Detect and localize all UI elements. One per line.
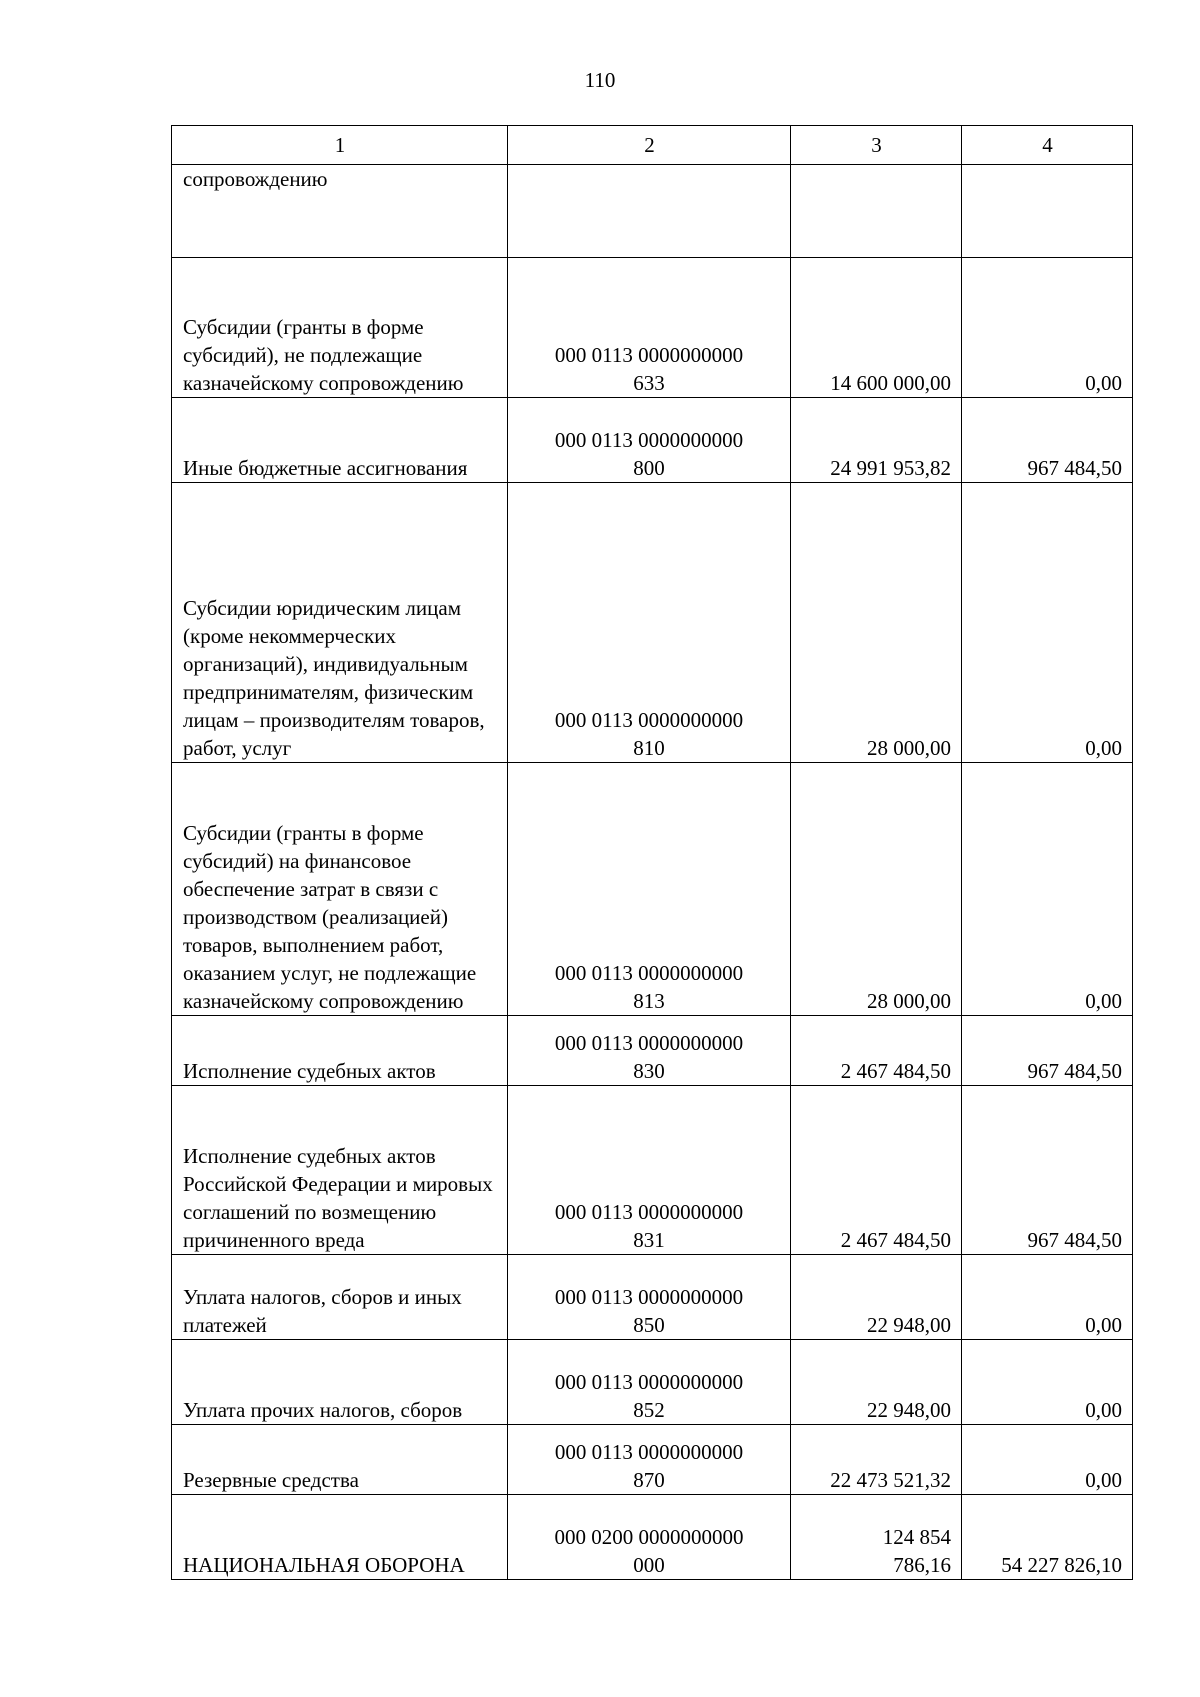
header-col-2: 2	[508, 126, 791, 165]
table-row	[172, 398, 1133, 483]
code-line-1: 000 0113 0000000000	[554, 1370, 744, 1394]
row-code	[508, 1086, 791, 1255]
row-name: Резервные средства	[172, 1425, 508, 1495]
row-col4: 967 484,50	[962, 1086, 1133, 1255]
row-col3: 124 854 786,16	[791, 1495, 962, 1580]
row-name: сопровождению	[172, 165, 508, 258]
row-col4: 967 484,50	[962, 398, 1133, 483]
table-row	[172, 1086, 1133, 1255]
table-row	[172, 165, 1133, 258]
row-code	[508, 258, 791, 398]
code-line-2: 852	[633, 1398, 665, 1422]
table-row	[172, 1495, 1133, 1580]
code-line-1: 000 0113 0000000000	[554, 961, 744, 985]
budget-table	[171, 125, 1133, 1580]
code-line-1: 000 0113 0000000000	[554, 1031, 744, 1055]
code-line-1: 000 0113 0000000000	[554, 428, 744, 452]
row-name: Уплата налогов, сборов и иных платежей	[172, 1255, 508, 1340]
row-name: Исполнение судебных актов Российской Федерации и мировых соглашений по возмещению причиненного вреда	[172, 1086, 508, 1255]
row-name: Уплата прочих налогов, сборов	[172, 1340, 508, 1425]
row-col3: 22 473 521,32	[791, 1425, 962, 1495]
table-row	[172, 1340, 1133, 1425]
code-line-1: 000 0113 0000000000	[554, 343, 744, 367]
row-name: Субсидии (гранты в форме субсидий), не подлежащие казначейскому сопровождению	[172, 258, 508, 398]
row-code	[508, 1495, 791, 1580]
row-name: Иные бюджетные ассигнования	[172, 398, 508, 483]
row-code	[508, 1425, 791, 1495]
row-code	[508, 483, 791, 763]
code-line-2: 870	[633, 1468, 665, 1492]
code-line-2: 810	[633, 736, 665, 760]
row-col3: 2 467 484,50	[791, 1086, 962, 1255]
code-line-1: 000 0113 0000000000	[554, 1200, 744, 1224]
table-row	[172, 1425, 1133, 1495]
code-line-2: 830	[633, 1059, 665, 1083]
row-code	[508, 1016, 791, 1086]
code-line-2: 813	[633, 989, 665, 1013]
row-col4: 0,00	[962, 258, 1133, 398]
code-line-2: 633	[633, 371, 665, 395]
row-col3: 22 948,00	[791, 1340, 962, 1425]
code-line-2: 000	[633, 1553, 665, 1577]
code-line-1: 000 0113 0000000000	[554, 1440, 744, 1464]
page-number: 110	[584, 68, 616, 92]
row-name: Субсидии юридическим лицам (кроме некоммерческих организаций), индивидуальным предпринимателям, физическим лицам – производителям товаров, работ, услуг	[172, 483, 508, 763]
row-col3: 22 948,00	[791, 1255, 962, 1340]
row-col4: 967 484,50	[962, 1016, 1133, 1086]
row-name: НАЦИОНАЛЬНАЯ ОБОРОНА	[172, 1495, 508, 1580]
table-row	[172, 483, 1133, 763]
row-code	[508, 763, 791, 1016]
header-col-4: 4	[962, 126, 1133, 165]
table-header-row	[172, 126, 1133, 165]
row-col3: 28 000,00	[791, 483, 962, 763]
row-code	[508, 1255, 791, 1340]
table-row	[172, 1255, 1133, 1340]
row-code	[508, 165, 791, 258]
row-name: Субсидии (гранты в форме субсидий) на финансовое обеспечение затрат в связи с производством (реализацией) товаров, выполнением работ, оказанием услуг, не подлежащие казначейскому сопровождению	[172, 763, 508, 1016]
code-line-1: 000 0113 0000000000	[554, 1285, 744, 1309]
row-code	[508, 398, 791, 483]
row-col4: 0,00	[962, 1340, 1133, 1425]
row-col3: 14 600 000,00	[791, 258, 962, 398]
table-row	[172, 763, 1133, 1016]
header-col-3: 3	[791, 126, 962, 165]
row-name: Исполнение судебных актов	[172, 1016, 508, 1086]
header-col-1: 1	[172, 126, 508, 165]
row-col4: 0,00	[962, 483, 1133, 763]
row-col4: 0,00	[962, 763, 1133, 1016]
row-col4: 0,00	[962, 1255, 1133, 1340]
code-line-2: 831	[633, 1228, 665, 1252]
code-line-2: 850	[633, 1313, 665, 1337]
table-row	[172, 258, 1133, 398]
row-col3: 2 467 484,50	[791, 1016, 962, 1086]
code-line-2: 800	[633, 456, 665, 480]
row-code	[508, 1340, 791, 1425]
row-col3: 28 000,00	[791, 763, 962, 1016]
row-col4: 0,00	[962, 1425, 1133, 1495]
row-col3	[791, 165, 962, 258]
row-col4: 54 227 826,10	[962, 1495, 1133, 1580]
row-col3: 24 991 953,82	[791, 398, 962, 483]
code-line-1: 000 0200 0000000000	[554, 1525, 744, 1549]
table-row	[172, 1016, 1133, 1086]
row-col4	[962, 165, 1133, 258]
code-line-1: 000 0113 0000000000	[554, 708, 744, 732]
